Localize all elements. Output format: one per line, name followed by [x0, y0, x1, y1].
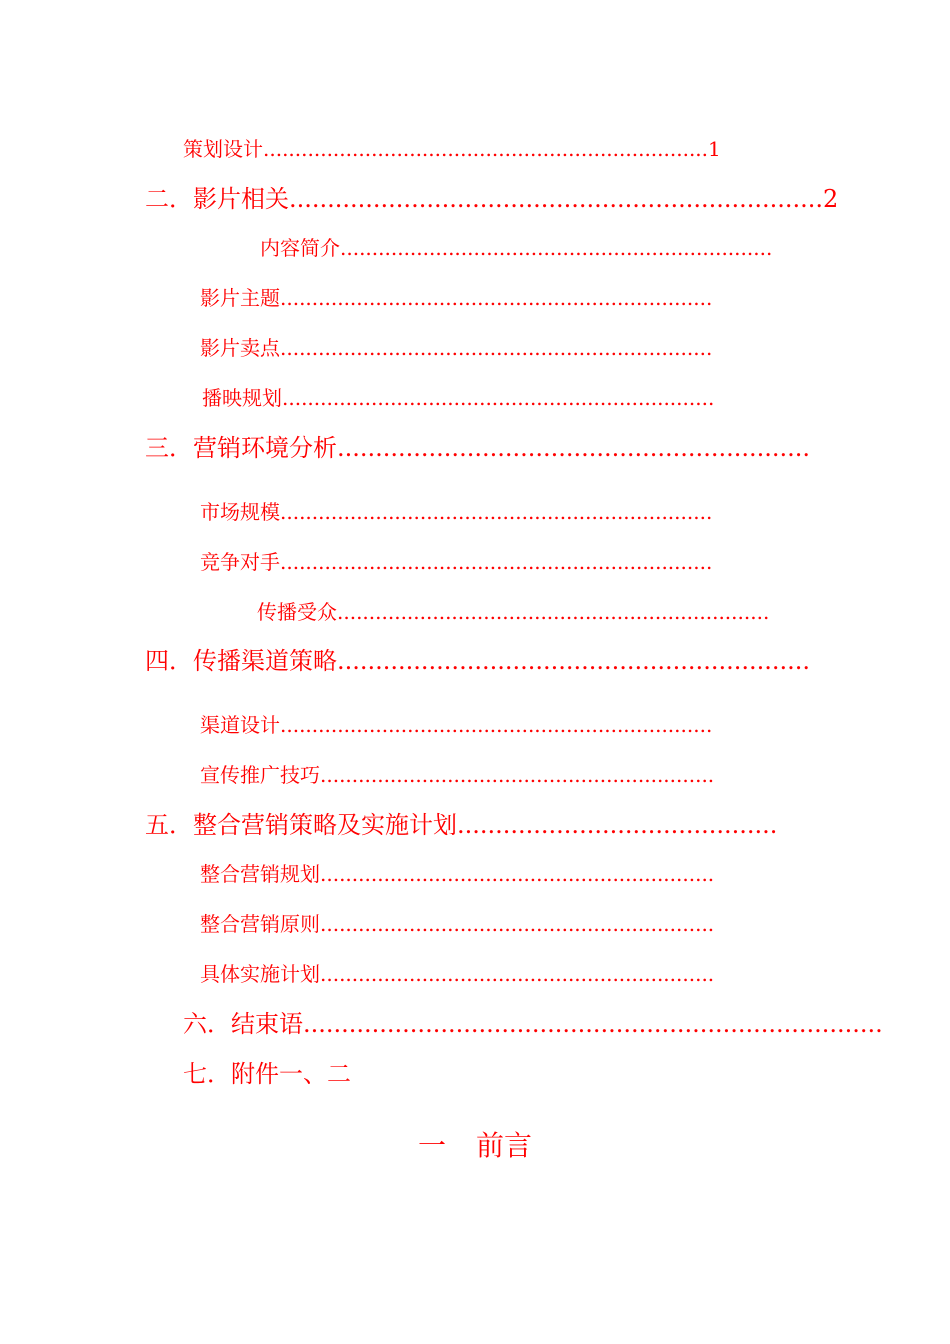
toc-entry-label: 渠道设计 — [200, 713, 280, 737]
toc-leader: .................................................................... — [280, 500, 713, 524]
toc-leader: .................................................................... — [280, 286, 713, 310]
toc-entry[interactable] — [200, 552, 723, 572]
toc-entry-label: 五．整合营销策略及实施计划 — [145, 811, 457, 839]
toc-entry[interactable] — [145, 434, 810, 462]
toc-entry[interactable] — [257, 602, 779, 622]
toc-entry-label: 内容简介 — [260, 236, 340, 260]
toc-entry-label: 具体实施计划 — [200, 962, 320, 986]
toc-entry-label: 传播受众 — [257, 600, 337, 624]
toc-entry[interactable] — [183, 1062, 483, 1086]
toc-leader: .............................................................. — [320, 912, 715, 936]
toc-leader: .............................................................. — [337, 434, 810, 462]
toc-entry-label: 宣传推广技巧 — [200, 763, 320, 787]
toc-leader: ...................................................................... — [289, 185, 824, 213]
toc-leader: .................................................................... — [280, 550, 713, 574]
toc-entry[interactable] — [202, 388, 725, 408]
toc-entry[interactable] — [200, 502, 723, 522]
toc-entry[interactable] — [200, 964, 723, 984]
preface-title: 前言 — [476, 1129, 533, 1162]
toc-entry-label: 整合营销原则 — [200, 912, 320, 936]
toc-leader: ...................................................................... — [263, 137, 709, 161]
toc-entry[interactable] — [145, 647, 810, 675]
toc-entry[interactable] — [200, 338, 723, 358]
toc-entry-label: 竞争对手 — [200, 550, 280, 574]
preface-heading — [0, 1129, 950, 1162]
toc-entry-label: 市场规模 — [200, 500, 280, 524]
toc-leader: .............................................................. — [337, 647, 810, 675]
toc-entry[interactable] — [183, 139, 728, 159]
toc-entry-label: 整合营销规划 — [200, 862, 320, 886]
toc-entry[interactable] — [145, 185, 839, 213]
toc-entry-label: 六．结束语 — [183, 1010, 303, 1038]
toc-leader: .................................................................... — [282, 386, 715, 410]
toc-leader: .............................................................. — [320, 862, 715, 886]
toc-leader: .............................................................. — [320, 962, 715, 986]
toc-entry[interactable] — [200, 288, 723, 308]
toc-leader: .............................................................. — [320, 763, 715, 787]
toc-leader: .................................................................... — [340, 236, 773, 260]
toc-leader: .................................................................... — [337, 600, 770, 624]
toc-entry-label: 策划设计 — [183, 137, 263, 161]
toc-entry-label: 播映规划 — [202, 386, 282, 410]
toc-leader: .................................................................... — [280, 713, 713, 737]
toc-leader: .......................................... — [457, 811, 778, 839]
toc-leader: .................................................................... — [280, 336, 713, 360]
toc-entry-label: 影片主题 — [200, 286, 280, 310]
preface-number: 一 — [417, 1129, 446, 1162]
toc-entry-label: 影片卖点 — [200, 336, 280, 360]
toc-entry[interactable] — [260, 238, 782, 258]
toc-entry-label: 四．传播渠道策略 — [145, 647, 337, 675]
toc-leader: ............................................................................ — [303, 1010, 883, 1038]
toc-entry-label: 七．附件一、二 — [183, 1060, 351, 1088]
toc-entry[interactable] — [200, 715, 723, 735]
toc-entry[interactable] — [183, 1010, 883, 1038]
toc-page-number: 1 — [708, 137, 721, 161]
toc-entry[interactable] — [200, 765, 737, 785]
toc-entry[interactable] — [145, 811, 778, 839]
toc-page-number: 2 — [823, 185, 839, 213]
toc-entry-label: 二．影片相关 — [145, 185, 289, 213]
toc-entry-label: 三．营销环境分析 — [145, 434, 337, 462]
toc-entry[interactable] — [200, 864, 723, 884]
toc-entry[interactable] — [200, 914, 723, 934]
